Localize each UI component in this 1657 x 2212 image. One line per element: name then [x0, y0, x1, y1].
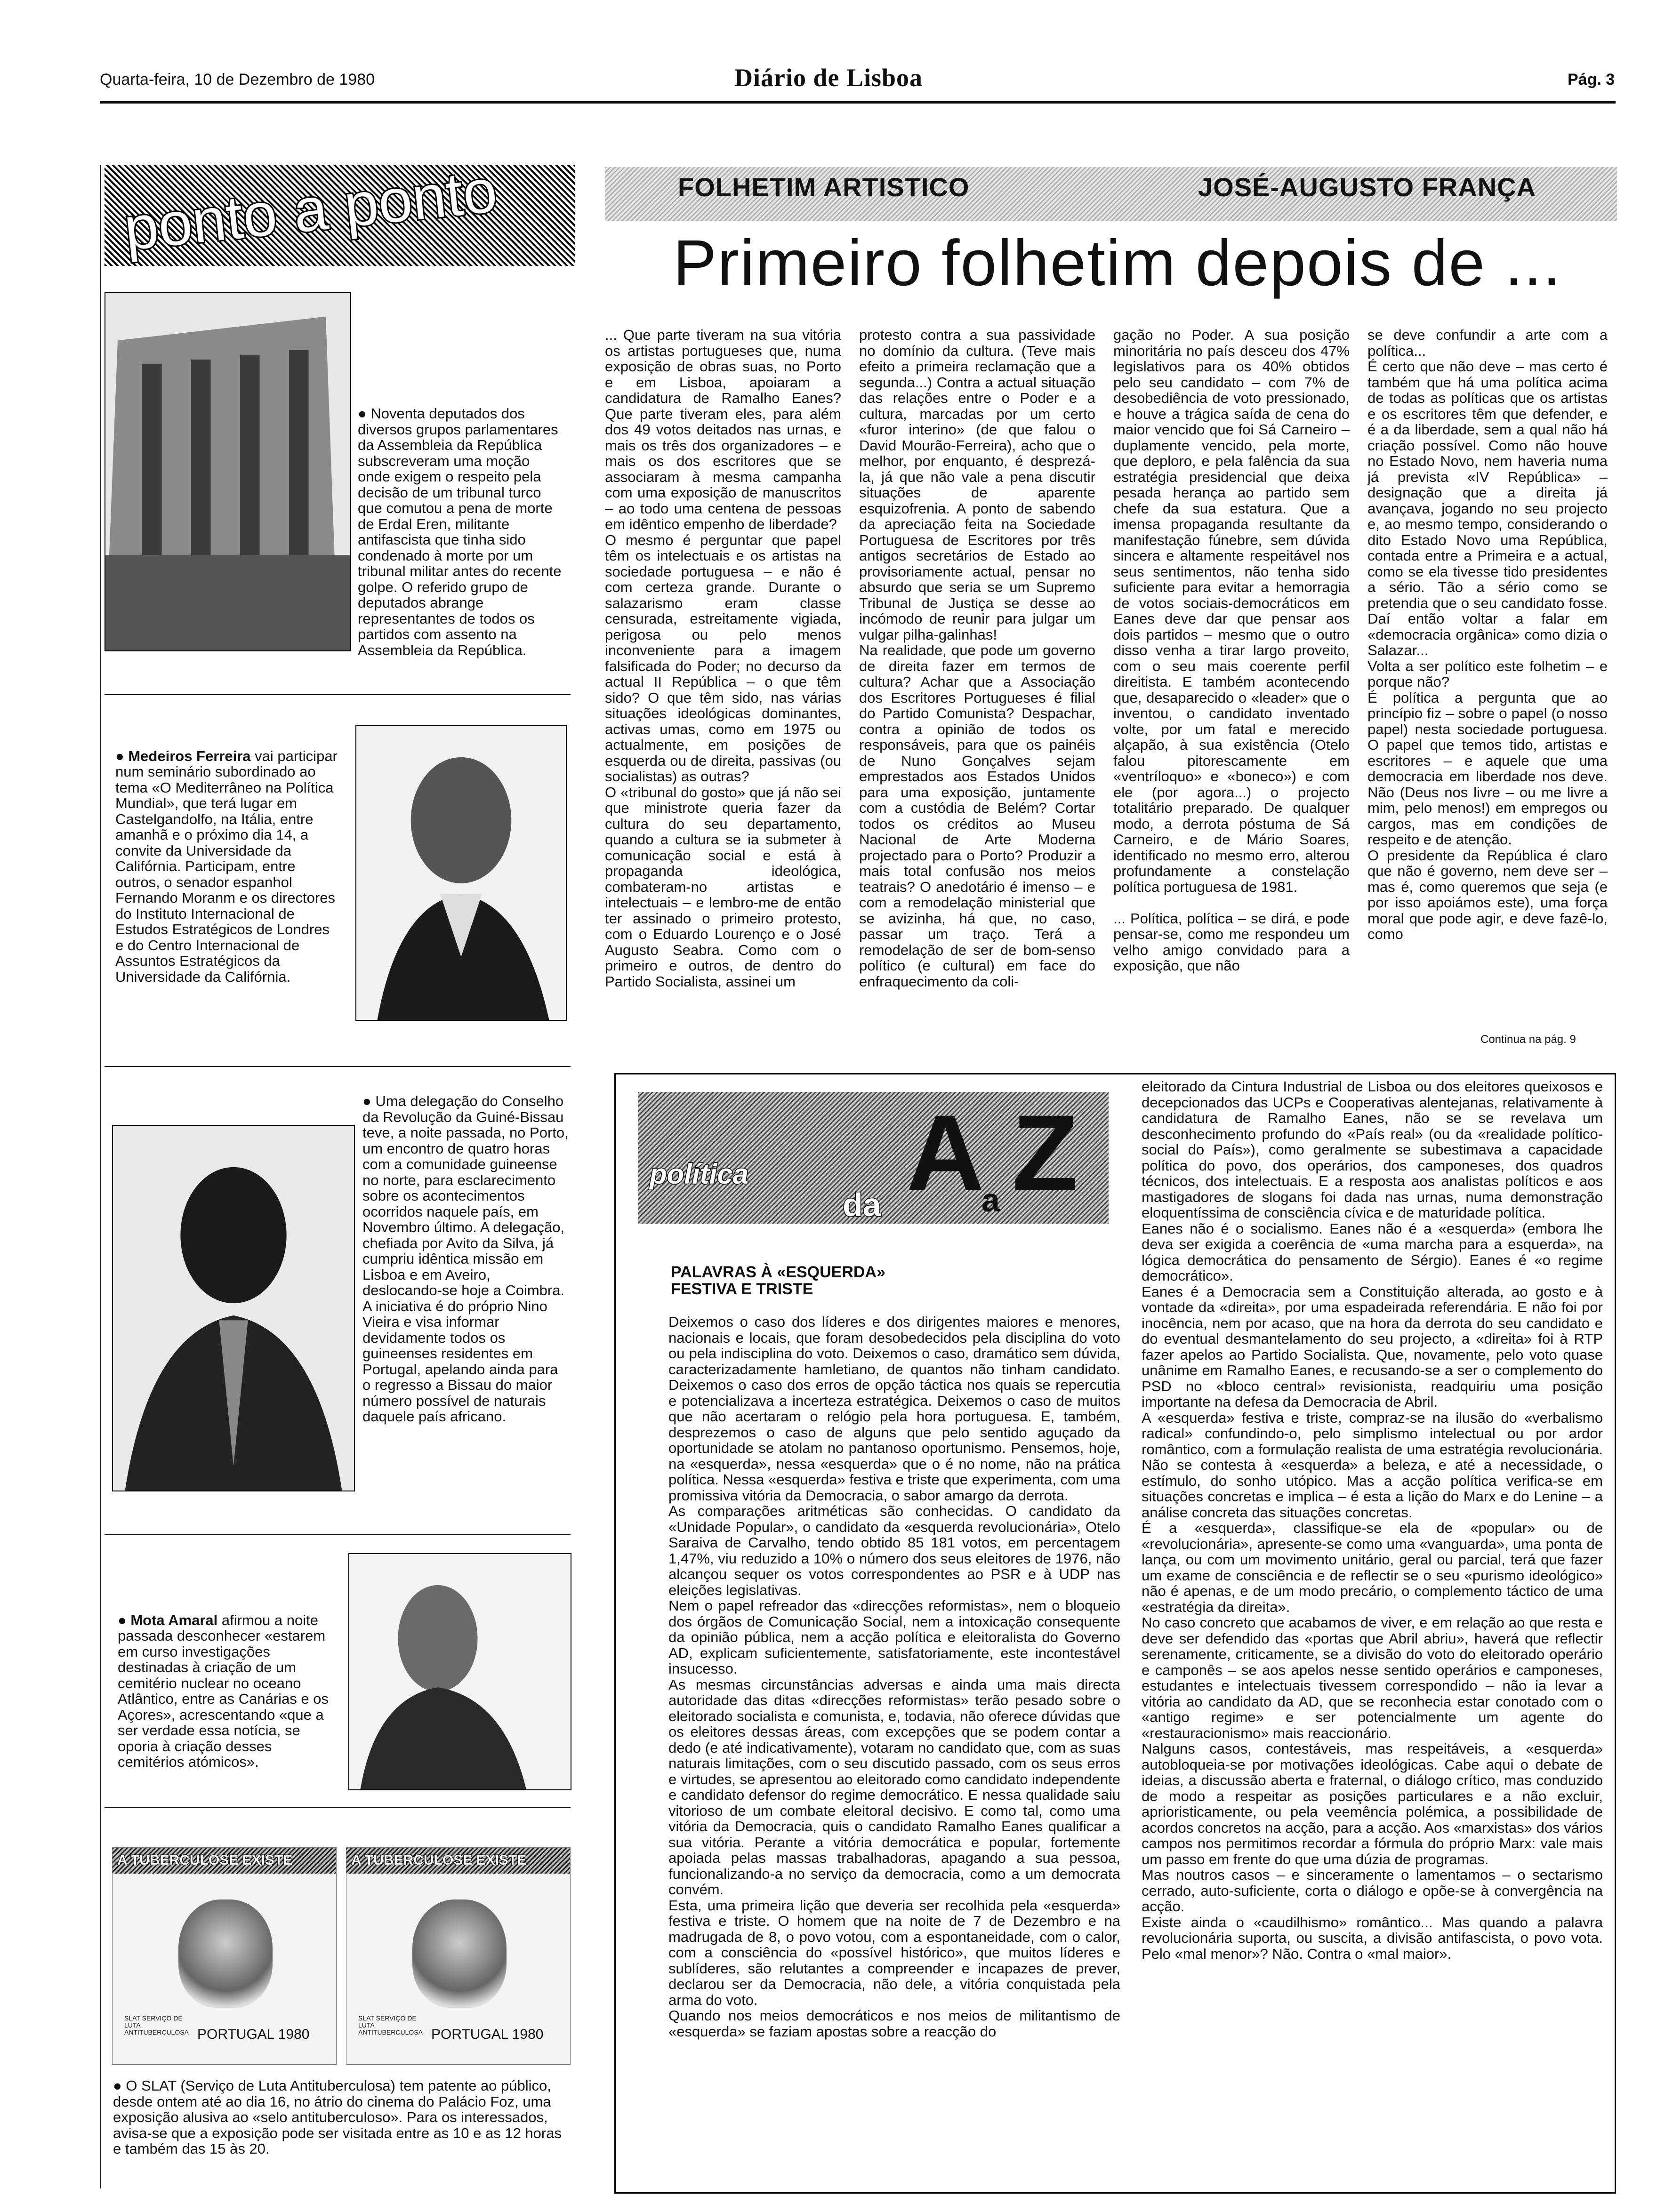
- ponto-divider-2: [105, 1066, 571, 1067]
- politica-da: da: [843, 1186, 881, 1223]
- lungs-icon: [178, 1899, 273, 2008]
- medeiros-ferreira-photo: [355, 725, 567, 1021]
- masthead: Diário de Lisboa: [734, 64, 923, 92]
- politica-letter-z: Z: [1012, 1092, 1078, 1213]
- politica-label: política: [650, 1158, 749, 1190]
- building-photo: [105, 292, 351, 651]
- delegate-photo: [112, 1125, 355, 1491]
- ponto-item-2-text: vai participar num seminário subordinado ao tema «O Mediterrâneo na Política Mundial», que terá lugar em Castelgandolfo, na Itália, entre amanhã e o próximo dia 14, a convite da Universidade da Califórnia. Participam, entre outros, o senador espanhol Fernando Moranm e os directores do Instituto Internacional de Estudos Estratégicos de Londres e do Centro Internacional de Assuntos Estratégicos da Universidade da Califórnia.: [115, 747, 338, 985]
- ponto-item-5: ● O SLAT (Serviço de Luta Antituberculosa) tem patente ao público, desde ontem até ao dia 16, no átrio do cinema do Palácio Foz, uma exposição alusiva ao «selo antituberculoso». Para os interessados, avisa-se que a exposição pode ser visitada entre as 10 e as 12 horas e também das 15 às 20.: [113, 2078, 570, 2191]
- stamp-left-caption: A TUBERCULOSE EXISTE: [117, 1852, 293, 1868]
- folhetim-col-1: ... Que parte tiveram na sua vitória os artistas portugueses que, numa exposição de obras suas, no Porto e em Lisboa, apoiaram a candidatura de Ramalho Eanes? Que parte tiveram eles, para além dos 49 votos deitados nas urnas, e mais os três dos organizadores – e mais os dos escritores que se associaram à mesma campanha com uma exposição de manuscritos – ao todo uma centena de pessoas em idêntico empenho de liberdade? O mesmo é perguntar que papel têm os intelectuais e os artistas na sociedade portuguesa – e não é com certeza grande. Durante o salazarismo eram classe censurada, estreitamente vigiada, perigosa ou pelo menos inconveniente para a imagem falsificada do Poder; no decurso da actual II República – o que têm sido? O que têm sido, nas várias situações ideológicas dominantes, activas umas, como em 1975 ou actualmente, em posições de esquerda ou de direita, passivas (ou socialistas) as outras? O «tribunal do gosto» que já não sei que ministrote queria fazer da cultura do seu departamento, quando a cultura se ia submeter à comunicação social e está à propaganda ideológica, combateram-no artistas e intelectuais – e lembro-me de então ter assinado o primeiro protesto, com o Eduardo Lourenço e o José Augusto Seabra. Como com o primeiro e outros, de dentro do Partido Socialista, assinei um: [605, 327, 841, 990]
- ponto-rule-left: [100, 165, 101, 2188]
- stamp-right-small: SLAT SERVIÇO DE LUTA ANTITUBERCULOSA: [358, 2014, 423, 2036]
- ponto-item-2: ● Medeiros Ferreira vai participar num seminário subordinado ao tema «O Mediterrâneo na Política Mundial», que terá lugar em Castelgandolfo, na Itália, entre amanhã e o próximo dia 14, a convite da Universidade da Califórnia. Participam, entre outros, o senador espanhol Fernando Moranm e os directores do Instituto Internacional de Estudos Estratégicos de Londres e do Centro Internacional de Assuntos Estratégicos da Universidade da Califórnia.: [115, 747, 338, 985]
- folhetim-title: Primeiro folhetim depois de ...: [673, 227, 1562, 299]
- ponto-divider-4: [105, 1807, 571, 1808]
- header-date: Quarta-feira, 10 de Dezembro de 1980: [100, 71, 375, 88]
- mota-amaral-photo: [348, 1553, 571, 1790]
- stamp-left: [112, 1847, 337, 2065]
- folhetim-kicker: FOLHETIM ARTISTICO: [678, 172, 970, 202]
- ponto-item-4-text: afirmou a noite passada desconhecer «estarem em curso investigações destinadas à criação de um cemitério nuclear no oceano Atlântico, entre as Canárias e os Açores», acrescentando «que a ser verdade essa notícia, se oporia à criação desses cemitérios atómicos».: [118, 1611, 329, 1770]
- continua-link[interactable]: Continua na pág. 9: [1480, 1033, 1576, 1046]
- ponto-item-3: ● Uma delegação do Conselho da Revolução da Guiné-Bissau teve, a noite passada, no Porto, um encontro de quatro horas com a comunidade guineense no norte, para esclarecimento sobre os acontecimentos ocorridos naquele país, em Novembro último. A delegação, chefiada por Avito da Silva, já cumpriu idêntica missão em Lisboa e em Aveiro, deslocando-se hoje a Coimbra. A iniciativa é do próprio Nino Vieira e visa informar devidamente todos os guineenses residentes em Portugal, apelando ainda para o regresso a Bissau do maior número possível de naturais daquele país africano.: [362, 1093, 570, 1517]
- folhetim-author: JOSÉ-AUGUSTO FRANÇA: [1198, 172, 1536, 202]
- ponto-divider-3: [105, 1534, 571, 1535]
- ponto-item-1: ● Noventa deputados dos diversos grupos parlamentares da Assembleia da República subscreveram uma moção onde exigem o respeito pela decisão de um tribunal turco que comutou a pena de morte de Erdal Eren, militante antifascista que tinha sido condenado à morte por um tribunal militar antes do recente golpe. O referido grupo de deputados abrange representantes de todos os partidos com assento na Assembleia da República.: [358, 406, 565, 669]
- folhetim-col-4: se deve confundir a arte com a política... É certo que não deve – mas certo é também que há uma política acima de todas as políticas que os artistas e os escritores têm que defender, e é a da liberdade, sem a qual não há criação possível. Como não houve no Estado Novo, nem haveria numa já prevista «IV República» – designação que a direita já avançava, jogando no seu projecto e, ao mesmo tempo, considerando o dito Estado Novo uma República, contada entre a Primeira e a actual, como se ela tivesse tido presidentes a sério. Tão a sério como se pretendia que o seu candidato fosse. Daí então voltar a falar em «democracia orgânica» como dizia o Salazar... Volta a ser político este folhetim – e porque não? É política a pergunta que ao princípio fiz – sobre o papel (o nosso papel) nesta sociedade portuguesa. O papel que temos tido, artistas e escritores – e aquele que uma democracia em liberdade nos deve. Não (Deus nos livre – ou me livre a mim, pelo menos!) em empregos ou cargos, mas em condições de respeito e de atenção. O presidente da República é claro que não é governo, nem deve ser – mas é, como queremos que seja (e por isso apoiámos este), uma força moral que pode agir, e deve fazê-lo, como: [1367, 327, 1608, 942]
- politica-headline: PALAVRAS À «ESQUERDA» FESTIVA E TRISTE: [671, 1263, 885, 1298]
- header-rule: [100, 101, 1616, 104]
- ponto-item-4: ● Mota Amaral afirmou a noite passada desconhecer «estarem em curso investigações destinadas à criação de um cemitério nuclear no oceano Atlântico, entre as Canárias e os Açores», acrescentando «que a ser verdade essa notícia, se oporia à criação desses cemitérios atómicos».: [118, 1611, 329, 1770]
- mota-amaral-name: Mota Amaral: [130, 1611, 218, 1628]
- folhetim-col-2: protesto contra a sua passividade no domínio da cultura. (Teve mais efeito a primeira reclamação que a segunda...) Contra a actual situação das relações entre o Poder e a cultura, marcadas por um certo «furor interino» (de que falou o David Mourão-Ferreira), acho que o melhor, por enquanto, é desprezá-la, já que não vale a pena discutir situações de aparente esquizofrenia. A ponto de sabendo da apreciação feita na Sociedade Portuguesa de Escritores por três antigos secretários de Estado ao provisoriamente actual, pensar no absurdo que seria se um Supremo Tribunal de Justiça se desse ao incómodo de reunir para julgar um vulgar pilha-galinhas! Na realidade, que pode um governo de direita fazer em termos de cultura? Achar que a Associação dos Escritores Portugueses é filial do Partido Comunista? Despachar, contra a opinião de todos os responsáveis, para que os painéis de Nuno Gonçalves sejam emprestados aos Estados Unidos para uma exposição, juntamente com a custódia de Belém? Cortar todos os créditos ao Museu Nacional de Arte Moderna projectado para o Porto? Produzir a mais total confusão nos meios teatrais? O anedotário é imenso – e com a remodelação ministerial que se avizinha, há que, no caso, passar um traço. Terá a remodelação de ser de bom-senso político (e cultural) em face do enfraquecimento da coli-: [859, 327, 1095, 990]
- stamp-left-small: SLAT SERVIÇO DE LUTA ANTITUBERCULOSA: [124, 2014, 189, 2036]
- stamp-right-country: PORTUGAL 1980: [431, 2027, 544, 2042]
- stamp-right-caption: A TUBERCULOSE EXISTE: [351, 1852, 527, 1868]
- stamp-left-country: PORTUGAL 1980: [197, 2027, 310, 2042]
- medeiros-ferreira-name: Medeiros Ferreira: [128, 747, 251, 764]
- ponto-divider-1: [105, 694, 571, 695]
- ponto-banner: [105, 155, 575, 266]
- page-number: Pág. 3: [1568, 71, 1615, 88]
- lungs-icon: [412, 1899, 507, 2008]
- folhetim-col-3: gação no Poder. A sua posição minoritária no país desceu dos 47% legislativos para os 40% obtidos pelo seu candidato – com 7% de desobediência de voto pressionado, e houve a trágica saída de cena do maior vencido que foi Sá Carneiro – duplamente vencido, pela morte, que deploro, e pela falência da sua estratégia presidencial que deixa pesada herança ao partido sem chefe da sua estatura. Que a imensa propaganda resultante da manifestação fúnebre, sem dúvida sincera e altamente respeitável nos seus sentimentos, não tenha sido suficiente para evitar a hemorragia de votos sociais-democráticos em Eanes deve dar que pensar aos dois partidos – mesmo que o outro disso venha a tirar largo proveito, com o seu mais coerente perfil direitista. E também acontecendo que, desaparecido o «leader» que o inventou, o candidato inventado volte, por um fatal e merecido alçapão, à sua existência (Otelo falou pitorescamente em «ventríloquo» e «boneco») e com ele (por agora...) o projecto totalitário preparado. De qualquer modo, a derrota póstuma de Sá Carneiro, e de Mário Soares, identificado no mesmo erro, alterou profundamente a constelação política portuguesa de 1981. ... Política, política – se dirá, e pode pensar-se, como me respondeu um velho amigo convidado para a exposição, que não: [1113, 327, 1350, 974]
- politica-col-1: Deixemos o caso dos líderes e dos dirigentes maiores e menores, nacionais e locais, que foram desobedecidos pela disciplina do voto ou pela indisciplina do voto. Deixemos o caso, dramático sem dúvida, caracterizadamente hamletiano, de quantos não tinham candidato. Deixemos o caso dos erros de opção táctica nos quais se repercutia e potencializava a incerteza estratégica. Deixemos o caso de muitos que não acertaram o relógio pela hora portuguesa. E, também, desprezemos o caso de alguns que pelo sentido aguçado da oportunidade se atolam no pantanoso oportunismo. Pensemos, hoje, na «esquerda», nessa «esquerda» que o é no nome, não na prática política. Nessa «esquerda» festiva e triste que experimenta, com uma promissiva vitória da Democracia, o sabor amargo da derrota. As comparações aritméticas são conhecidas. O candidato da «Unidade Popular», o candidato da «esquerda revolucionária», Otelo Saraiva de Carvalho, tendo obtido 85 181 votos, em percentagem 1,47%, viu reduzido a 10% o número dos seus eleitores de 1976, não alcançou sequer os votos correspondentes ao PSR e à UDP nas eleições legislativas. Nem o papel refreador das «direcções reformistas», nem o bloqueio dos órgãos de Comunicação Social, nem a intoxicação consequente da opinião pública, nem a acção política e eleitoralista do Governo AD, explicam suficientemente, satisfatoriamente, este incontestável insucesso. As mesmas circunstâncias adversas e ainda uma mais directa autoridade das ditas «direcções reformistas» terão pesado sobre o eleitorado socialista e comunista, e, todavia, não oferece dúvidas que os eleitores dessas áreas, com excepções que se podem contar a dedo (e até indicativamente), votaram no candidato que, com as suas naturais limitações, com o seu discutido passado, com os seus erros e virtudes, se apresentou ao eleitorado como candidato independente e candidato defensor do regime democrático. E nessa qualidade saiu vitorioso de um combate eleitoral decisivo. E como tal, como uma vitória da Democracia, quis o candidato Ramalho Eanes qualificar a sua vitória. Perante a vitória democrática e popular, fortemente apoiada pelas massas trabalhadoras, apagando a sua pessoa, funcionalizando-a no serviço da democracia, como a um democrata convém. Esta, uma primeira lição que deveria ser recolhida pela «esquerda» festiva e triste. O homem que na noite de 7 de Dezembro e na madrugada de 8, o povo votou, com a espontaneidade, com o calor, com a consciência do «possível histórico», que muitos líderes e sublíderes, são relutantes a compreender e incapazes de prever, declarou ser da Democracia, não dele, a vitória conquistada pela arma do voto. Quando nos meios democráticos e nos meios de militantismo de «esquerda» se faziam apostas sobre a reacção do: [668, 1314, 1120, 2040]
- politica-a: a: [981, 1182, 1000, 1218]
- stamp-right: [346, 1847, 571, 2065]
- politica-letter-a: A: [906, 1092, 985, 1213]
- ponto-title: ponto a ponto: [121, 155, 500, 264]
- politica-col-2: eleitorado da Cintura Industrial de Lisboa ou dos eleitores queixosos e decepcionados das UCPs e Cooperativas alentejanas, relativamente à candidatura de Ramalho Eanes, não se se revelava um desconhecimento profundo do «País real» (ou da «realidade político-social do País»), como geralmente se subestimava a capacidade política do povo, dos operários, dos camponeses, dos quadros técnicos, dos intelectuais. E a resposta aos analistas políticos e aos mastigadores de slogans foi dada nas urnas, numa demonstração eloquentíssima de consciência cívica e de maturidade política. Eanes não é o socialismo. Eanes não é a «esquerda» (embora lhe deva ser exigida a coerência de «uma marcha para a esquerda», na lógica democrática do pensamento de Sérgio). Eanes é «o regime democrático». Eanes é a Democracia sem a Constituição alterada, ao gosto e à vontade da «direita», por uma espadeirada referendária. E não foi por inocência, nem por acaso, que na hora da derrota do seu candidato e do eventual desmantelamento do seu projecto, a «direita» foi à RTP fazer apelos ao Partido Socialista. Que, novamente, pelo voto quase unânime em Ramalho Eanes, e recusando-se a ser o complemento do PSD no «bloco central» revisionista, readquiriu uma posição importante na defesa da Democracia de Abril. A «esquerda» festiva e triste, compraz-se na ilusão do «verbalismo radical» confundindo-o, pelo simplismo intelectual ou por ardor romântico, com a formulação realista de uma estratégia revolucionária. Não se contesta à «esquerda» a beleza, e até a necessidade, o estímulo, do sonho utópico. Mas a acção política verifica-se em situações concretas e implica – é esta a lição do Marx e do Lenine – a análise concreta das situações concretas. É a «esquerda», classifique-se ela de «popular» ou de «revolucionária», apresente-se como uma «vanguarda», uma ponta de lança, ou com um movimento unitário, geral ou parcial, terá que fazer um exame de consciência e de reflectir se o seu «purismo ideológico» não é apenas, e de um modo precário, o complemento táctico de uma «estratégia da direita». No caso concreto que acabamos de viver, e em relação ao que resta e deve ser defendido das «portas que Abril abriu», haverá que reflectir serenamente, criticamente, se a divisão do voto do eleitorado operário e camponês – se aos apelos nesse sentido operários e camponeses, estudantes e intelectuais tivessem correspondido – não ia levar a vitória ao candidato da AD, que se reconhecia estar conotado com o «antigo regime» e ser potencialmente um agente do «restauracionismo» mais reaccionário. Nalguns casos, contestáveis, mas respeitáveis, a «esquerda» autobloqueia-se por motivações ideológicas. Cabe aqui o debate de ideias, a discussão aberta e fraternal, o diálogo crítico, mas conduzido de modo a respeitar as posições particulares e a não excluir, aprioristicamente, ou pela veemência polémica, a possibilidade de acordos concretos na acção, para a acção. Aos «marxistas» dos vários campos nos permitimos recordar a fórmula do próprio Marx: vale mais um passo em frente do que uma dúzia de programas. Mas noutros casos – e sinceramente o lamentamos – o sectarismo cerrado, auto-suficiente, corta o diálogo e opõe-se à convergência na acção. Existe ainda o «caudilhismo» romântico... Mas quando a palavra revolucionária suporta, ou suscita, a divisão antifascista, o povo vota. Pelo «mal menor»? Não. Contra o «mal maior».: [1142, 1079, 1603, 1962]
